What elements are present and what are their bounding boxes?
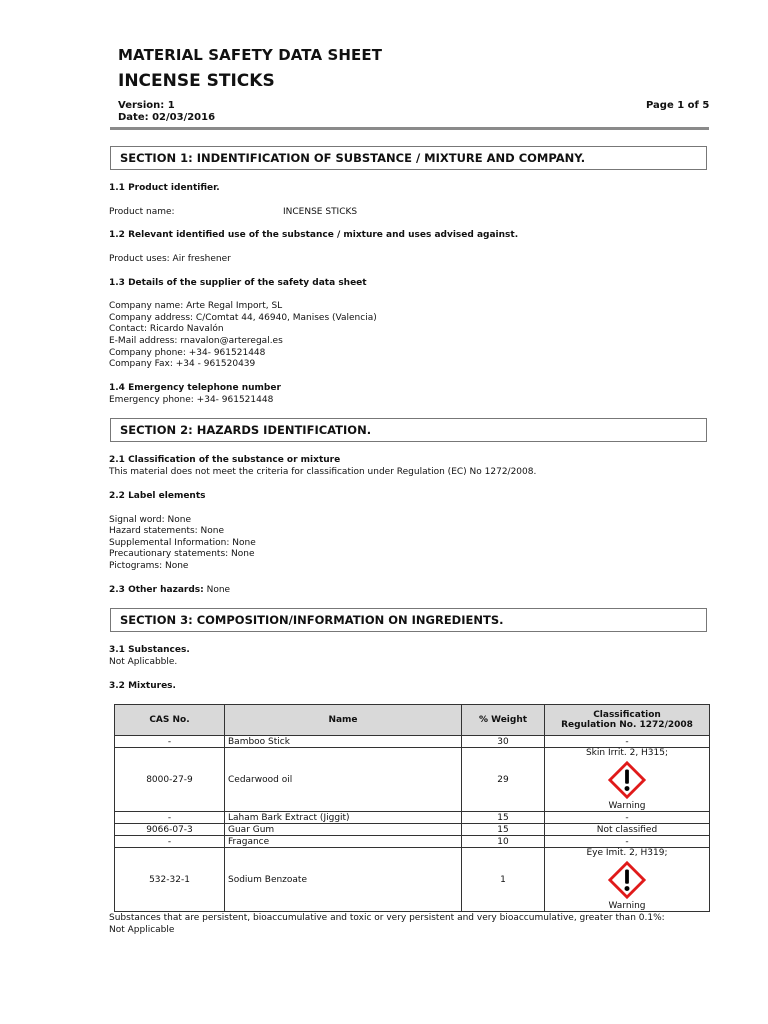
product-name-value: INCENSE STICKS xyxy=(283,207,358,217)
name-cell: Laham Bark Extract (Jiggit) xyxy=(225,812,462,824)
precautionary-statements: Precautionary statements: None xyxy=(109,549,255,559)
document-title: MATERIAL SAFETY DATA SHEET xyxy=(118,46,383,64)
weight-cell: 30 xyxy=(462,736,545,748)
weight-cell: 29 xyxy=(462,748,545,812)
cas-cell: 9066-07-3 xyxy=(115,824,225,836)
hazard-statements: Hazard statements: None xyxy=(109,526,225,536)
classification-cell: - xyxy=(545,812,710,824)
header-cas: CAS No. xyxy=(115,705,225,736)
name-cell: Bamboo Stick xyxy=(225,736,462,748)
s23-value: None xyxy=(203,585,231,595)
table-row xyxy=(115,748,710,812)
classification-cell xyxy=(545,748,710,812)
weight-cell: 15 xyxy=(462,812,545,824)
signal-word-text: Warning xyxy=(608,801,646,811)
classification-cell: - xyxy=(545,836,710,848)
weight-cell: 10 xyxy=(462,836,545,848)
supplier-address: Company address: C/Comtat 44, 46940, Manises (Valencia) xyxy=(109,313,377,323)
table-row xyxy=(115,736,710,748)
exclamation-mark-pictogram-icon xyxy=(608,761,646,799)
s21-heading: 2.1 Classification of the substance or mixture xyxy=(109,455,341,465)
name-cell: Guar Gum xyxy=(225,824,462,836)
supplier-company-name: Company name: Arte Regal Import, SL xyxy=(109,301,283,311)
header-classification-line1: Classification xyxy=(593,710,661,720)
supplier-contact: Contact: Ricardo Navalón xyxy=(109,324,224,334)
product-name-label: Product name: xyxy=(109,207,175,217)
s13-heading: 1.3 Details of the supplier of the safety data sheet xyxy=(109,278,367,288)
header-divider xyxy=(110,127,709,130)
header-name: Name xyxy=(225,705,462,736)
header-weight: % Weight xyxy=(462,705,545,736)
section-1-heading: SECTION 1: INDENTIFICATION OF SUBSTANCE / MIXTURE AND COMPANY. xyxy=(110,146,707,170)
s11-heading: 1.1 Product identifier. xyxy=(109,183,220,193)
table-header-row xyxy=(115,705,710,736)
classification-text: Skin Irrit. 2, H315; xyxy=(585,748,669,758)
product-title: INCENSE STICKS xyxy=(118,71,275,91)
cas-cell: - xyxy=(115,736,225,748)
s23-heading: 2.3 Other hazards: xyxy=(109,585,204,595)
section-3-heading: SECTION 3: COMPOSITION/INFORMATION ON INGREDIENTS. xyxy=(110,608,707,632)
classification-cell: Not classified xyxy=(545,824,710,836)
name-cell: Sodium Benzoate xyxy=(225,848,462,912)
header-classification xyxy=(545,705,710,736)
name-cell: Cedarwood oil xyxy=(225,748,462,812)
table-row xyxy=(115,812,710,824)
s21-text: This material does not meet the criteria for classification under Regulation (EC) No 1272/2008. xyxy=(109,467,537,477)
s32-heading: 3.2 Mixtures. xyxy=(109,681,176,691)
s31-heading: 3.1 Substances. xyxy=(109,645,190,655)
header-classification-line2: Regulation No. 1272/2008 xyxy=(561,720,693,730)
s23-line xyxy=(109,585,230,597)
mixtures-table xyxy=(114,704,710,912)
classification-cell xyxy=(545,848,710,912)
name-cell: Fragance xyxy=(225,836,462,848)
s31-text: Not Aplicabble. xyxy=(109,657,178,667)
supplier-email[interactable]: E-Mail address: rnavalon@arteregal.es xyxy=(109,336,283,346)
table-row xyxy=(115,824,710,836)
classification-text: Eye Imit. 2, H319; xyxy=(586,848,668,858)
weight-cell: 15 xyxy=(462,824,545,836)
supplemental-information: Supplemental Information: None xyxy=(109,538,256,548)
section-2-heading: SECTION 2: HAZARDS IDENTIFICATION. xyxy=(110,418,707,442)
pbt-text: Substances that are persistent, bioaccumulative and toxic or very persistent and very bioaccumulative, greater than 0.1%: xyxy=(109,913,665,923)
signal-word-text: Warning xyxy=(608,901,646,911)
cas-cell: 8000-27-9 xyxy=(115,748,225,812)
date-label: Date: 02/03/2016 xyxy=(118,112,216,123)
s14-heading: 1.4 Emergency telephone number xyxy=(109,383,281,393)
pbt-value: Not Applicable xyxy=(109,925,175,935)
cas-cell: 532-32-1 xyxy=(115,848,225,912)
table-row xyxy=(115,836,710,848)
table-row xyxy=(115,848,710,912)
emergency-phone: Emergency phone: +34- 961521448 xyxy=(109,395,274,405)
supplier-fax: Company Fax: +34 - 961520439 xyxy=(109,359,256,369)
weight-cell: 1 xyxy=(462,848,545,912)
page-number: Page 1 of 5 xyxy=(646,100,710,111)
supplier-phone: Company phone: +34- 961521448 xyxy=(109,348,266,358)
classification-cell: - xyxy=(545,736,710,748)
s22-heading: 2.2 Label elements xyxy=(109,491,206,501)
pictograms: Pictograms: None xyxy=(109,561,189,571)
version-label: Version: 1 xyxy=(118,100,175,111)
cas-cell: - xyxy=(115,836,225,848)
exclamation-mark-pictogram-icon xyxy=(608,861,646,899)
s12-heading: 1.2 Relevant identified use of the substance / mixture and uses advised against. xyxy=(109,230,519,240)
product-uses: Product uses: Air freshener xyxy=(109,254,231,264)
signal-word: Signal word: None xyxy=(109,515,192,525)
cas-cell: - xyxy=(115,812,225,824)
